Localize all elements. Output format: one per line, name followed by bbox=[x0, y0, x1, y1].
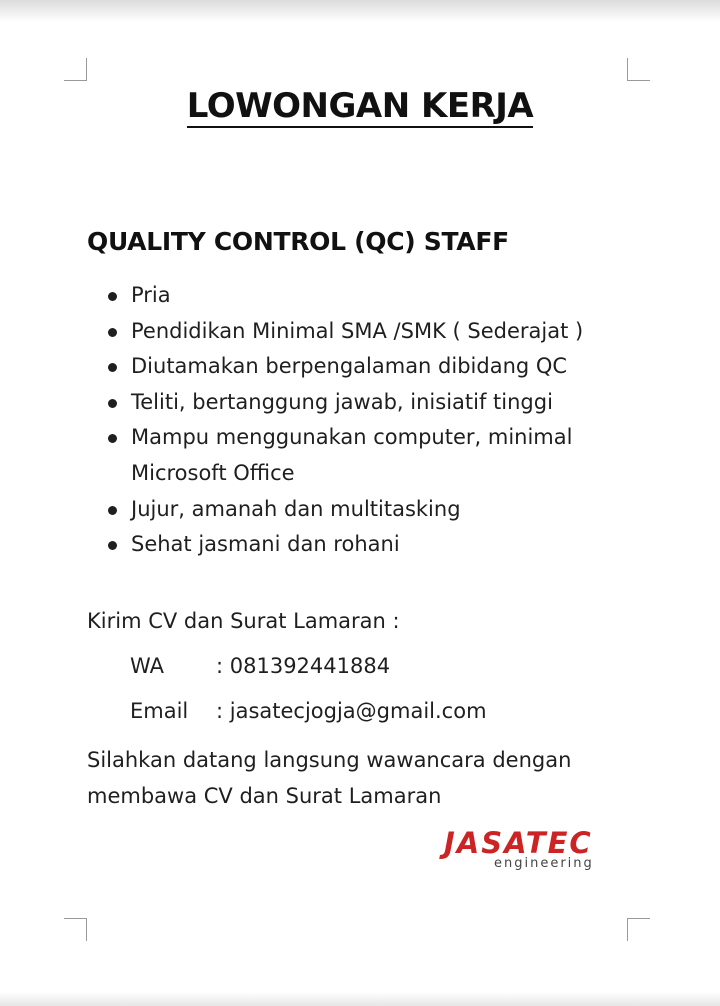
list-item bbox=[108, 385, 628, 421]
list-item bbox=[108, 527, 628, 563]
job-position: QUALITY CONTROL (QC) STAFF bbox=[87, 227, 509, 256]
bullet-icon bbox=[108, 506, 117, 515]
email-label: Email bbox=[130, 699, 189, 723]
crop-mark-top-right bbox=[627, 58, 650, 81]
top-shadow bbox=[0, 0, 720, 22]
wa-label: WA bbox=[130, 654, 164, 678]
page-title: LOWONGAN KERJA bbox=[186, 86, 534, 126]
list-item bbox=[108, 278, 628, 314]
send-cv-label: Kirim CV dan Surat Lamaran : bbox=[87, 609, 400, 633]
crop-mark-bottom-right bbox=[627, 918, 650, 941]
logo-tagline: engineering bbox=[494, 856, 594, 871]
bullet-icon bbox=[108, 292, 117, 301]
bullet-icon bbox=[108, 434, 117, 443]
crop-mark-bottom-left bbox=[64, 918, 87, 941]
requirement-text: Sehat jasmani dan rohani bbox=[131, 532, 400, 557]
bullet-icon bbox=[108, 399, 117, 408]
requirements-list bbox=[108, 278, 628, 563]
email-address: : jasatecjogja@gmail.com bbox=[216, 699, 487, 723]
logo-name: JASATEC bbox=[444, 826, 593, 860]
requirement-text: Diutamakan berpengalaman dibidang QC bbox=[131, 354, 568, 379]
bullet-icon bbox=[108, 363, 117, 372]
requirement-text: Pendidikan Minimal SMA /SMK ( Sederajat ) bbox=[131, 318, 584, 343]
list-item bbox=[108, 492, 628, 528]
wa-number: : 081392441884 bbox=[216, 654, 391, 678]
bullet-icon bbox=[108, 541, 117, 550]
bullet-icon bbox=[108, 328, 117, 337]
page-title-wrap bbox=[0, 86, 720, 128]
company-logo bbox=[444, 826, 624, 878]
requirement-text: Pria bbox=[131, 283, 171, 307]
list-item bbox=[108, 349, 628, 385]
closing-note: Silahkan datang langsung wawancara dengan membawa CV dan Surat Lamaran bbox=[87, 748, 572, 808]
bottom-shadow bbox=[0, 992, 720, 1006]
list-item bbox=[108, 420, 628, 491]
requirement-text: Teliti, bertanggung jawab, inisiatif tinggi bbox=[131, 389, 553, 414]
requirement-text: Mampu menggunakan computer, minimal Microsoft Office bbox=[131, 425, 573, 485]
list-item bbox=[108, 314, 628, 350]
requirement-text: Jujur, amanah dan multitasking bbox=[131, 496, 461, 521]
crop-mark-top-left bbox=[64, 58, 87, 81]
